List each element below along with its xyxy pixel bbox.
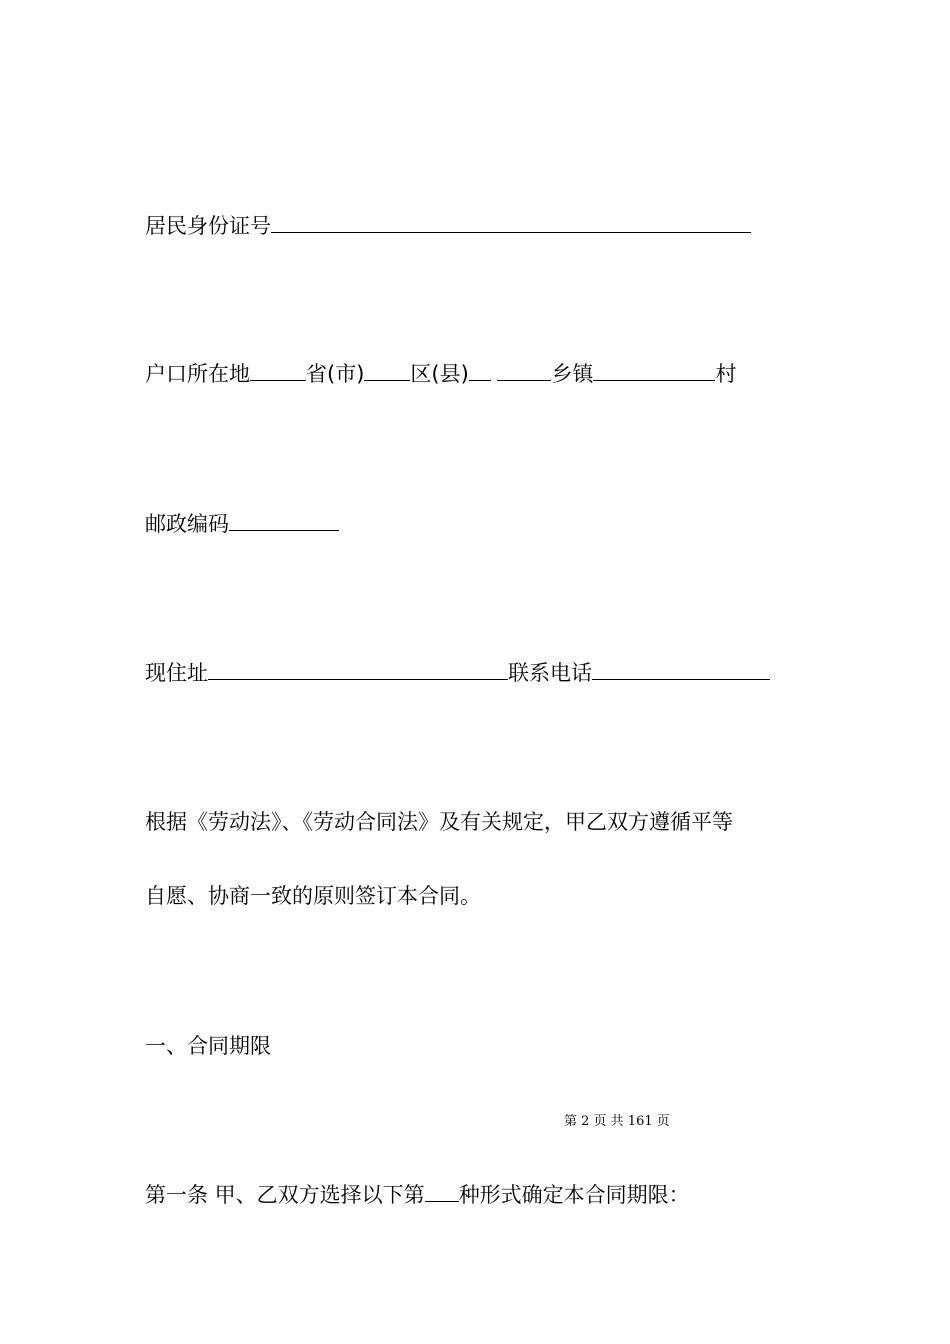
article-1-pre: 第一条 甲、乙双方选择以下第 — [145, 1183, 425, 1207]
paragraph-line-1: 根据《劳动法》、《劳动合同法》及有关规定，甲乙双方遵循平等 — [145, 810, 733, 834]
town-label: 乡镇 — [551, 362, 594, 386]
article-1-post: 种形式确定本合同期限： — [458, 1183, 690, 1207]
address-row — [145, 659, 770, 687]
address-label: 现住址 — [145, 661, 208, 685]
section-heading: 一、合同期限 — [145, 1034, 271, 1058]
page-footer: 第 2 页 共 161 页 — [564, 1114, 670, 1129]
town-blank[interactable] — [497, 360, 551, 381]
id-number-blank[interactable] — [271, 212, 751, 233]
province-blank[interactable] — [250, 360, 306, 381]
id-number-row — [145, 212, 751, 240]
hukou-row — [145, 360, 736, 388]
district-blank[interactable] — [364, 360, 410, 381]
district-label: 区(县) — [410, 362, 469, 386]
article-1-blank[interactable] — [425, 1181, 459, 1202]
id-number-label: 居民身份证号 — [145, 214, 271, 238]
hukou-label: 户口所在地 — [145, 362, 250, 386]
article-1-row — [145, 1181, 690, 1209]
postal-blank[interactable] — [229, 510, 339, 531]
postal-row — [145, 510, 339, 538]
phone-blank[interactable] — [592, 659, 770, 680]
district-blank-2[interactable] — [469, 360, 491, 381]
province-label: 省(市) — [306, 362, 365, 386]
address-blank[interactable] — [208, 659, 508, 680]
village-label: 村 — [715, 362, 737, 386]
paragraph-line-2: 自愿、协商一致的原则签订本合同。 — [145, 884, 481, 908]
postal-label: 邮政编码 — [145, 512, 229, 536]
phone-label: 联系电话 — [508, 661, 592, 685]
village-blank[interactable] — [593, 360, 715, 381]
